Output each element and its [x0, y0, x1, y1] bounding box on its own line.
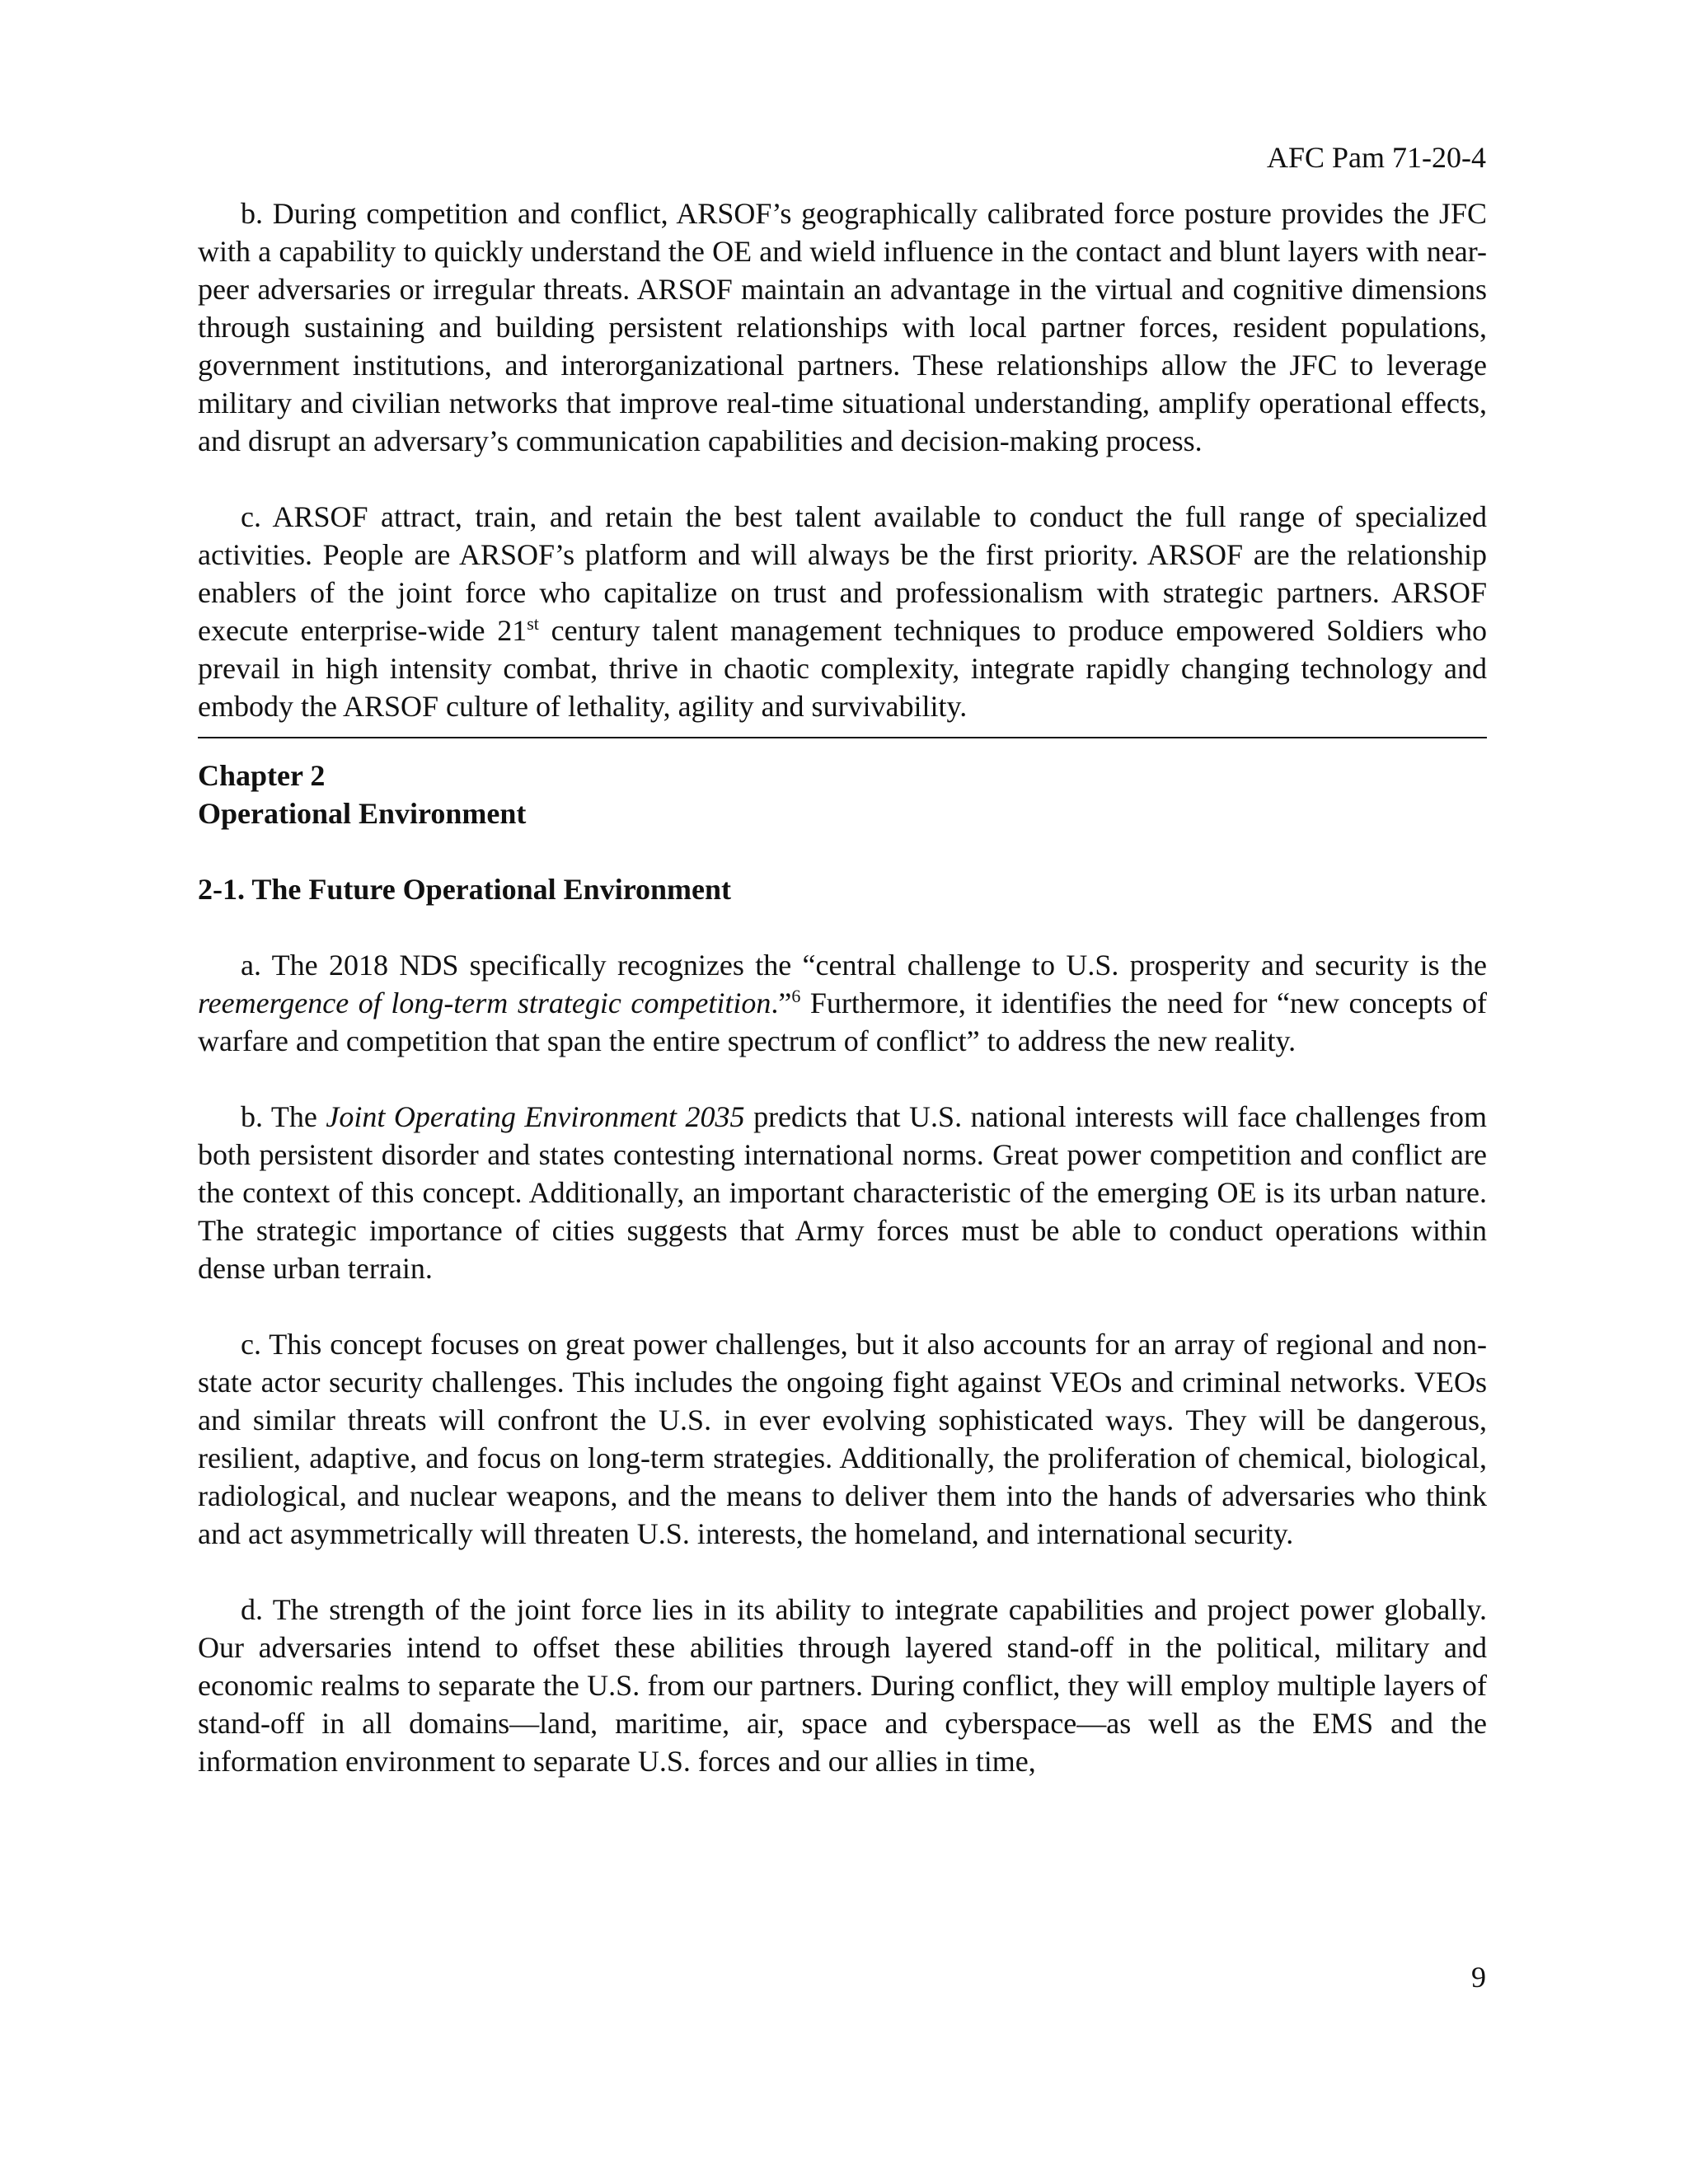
paragraph-2-1d: d. The strength of the joint force lies in its ability to integrate capabilities and project power globally. Our adversaries intend to offset these abilities through layered stand-off in the political, military and economic realms to separate the U.S. from our partners. During conflict, they will employ multiple layers of stand-off in all domains—land, maritime, air, space and cyberspace—as well as the EMS and the information environment to separate U.S. forces and our allies in time,	[198, 1593, 1487, 1778]
section-divider	[198, 737, 1487, 738]
paragraph-1c	[198, 498, 1487, 725]
paragraph-2-1b-text: b. The	[241, 1100, 326, 1133]
paragraph-1c-text: c. ARSOF attract, train, and retain the best talent available to conduct the full range of specialized activities. People are ARSOF’s platform and will always be the first priority. ARSOF are the relationship enablers of the joint force who capitalize on trust and professionalism with strategic partners. ARSOF execute enterprise-wide 21	[198, 500, 1487, 647]
document-body	[198, 194, 1487, 1780]
footnote-ref: 6	[791, 986, 801, 1006]
paragraph-2-1b-italic: Joint Operating Environment 2035	[326, 1100, 745, 1133]
paragraph-2-1a	[198, 946, 1487, 1060]
page-number: 9	[1471, 1961, 1486, 1994]
paragraph-1b: b. During competition and conflict, ARSOF’s geographically calibrated force posture provides the JFC with a capability to quickly understand the OE and wield influence in the contact and blunt layers with near-peer adversaries or irregular threats. ARSOF maintain an advantage in the virtual and cognitive dimensions through sustaining and building persistent relationships with local partner forces, resident populations, government institutions, and interorganizational partners. These relationships allow the JFC to leverage military and civilian networks that improve real-time situational understanding, amplify operational effects, and disrupt an adversary’s communication capabilities and decision-making process.	[198, 197, 1487, 457]
chapter-number: Chapter 2	[198, 759, 326, 792]
paragraph-2-1a-quote-close: .”	[771, 987, 792, 1019]
paragraph-2-1b-text-cont: predicts that U.S. national interests will face challenges from both persistent disorder and states contesting international norms. Great power competition and conflict are the context of this concept. Additionally, an important characteristic of the emerging OE is its urban nature. The strategic importance of cities suggests that Army forces must be able to conduct operations within dense urban terrain.	[198, 1100, 1487, 1285]
section-heading: 2-1. The Future Operational Environment	[198, 873, 732, 906]
paragraph-2-1a-text: a. The 2018 NDS specifically recognizes the “central challenge to U.S. prosperity and security is the	[241, 949, 1487, 982]
paragraph-1c-text-cont: century talent management techniques to produce empowered Soldiers who prevail in high intensity combat, thrive in chaotic complexity, integrate rapidly changing technology and embody the ARSOF culture of lethality, agility and survivability.	[198, 614, 1488, 723]
document-id: AFC Pam 71-20-4	[1266, 141, 1486, 174]
paragraph-2-1c: c. This concept focuses on great power challenges, but it also accounts for an array of regional and non-state actor security challenges. This includes the ongoing fight against VEOs and criminal networks. VEOs and similar threats will confront the U.S. in ever evolving sophisticated ways. They will be dangerous, resilient, adaptive, and focus on long-term strategies. Additionally, the proliferation of chemical, biological, radiological, and nuclear weapons, and the means to deliver them into the hands of adversaries who think and act asymmetrically will threaten U.S. interests, the homeland, and international security.	[198, 1328, 1487, 1550]
paragraph-2-1b	[198, 1098, 1487, 1287]
paragraph-2-1a-italic: reemergence of long-term strategic competition	[198, 987, 771, 1019]
chapter-title: Operational Environment	[198, 797, 527, 830]
ordinal-superscript: st	[527, 613, 539, 634]
paragraph-2-1a-text-cont: Furthermore, it identifies the need for “new concepts of warfare and competition that span the entire spectrum of conflict” to address the new reality.	[198, 987, 1487, 1057]
